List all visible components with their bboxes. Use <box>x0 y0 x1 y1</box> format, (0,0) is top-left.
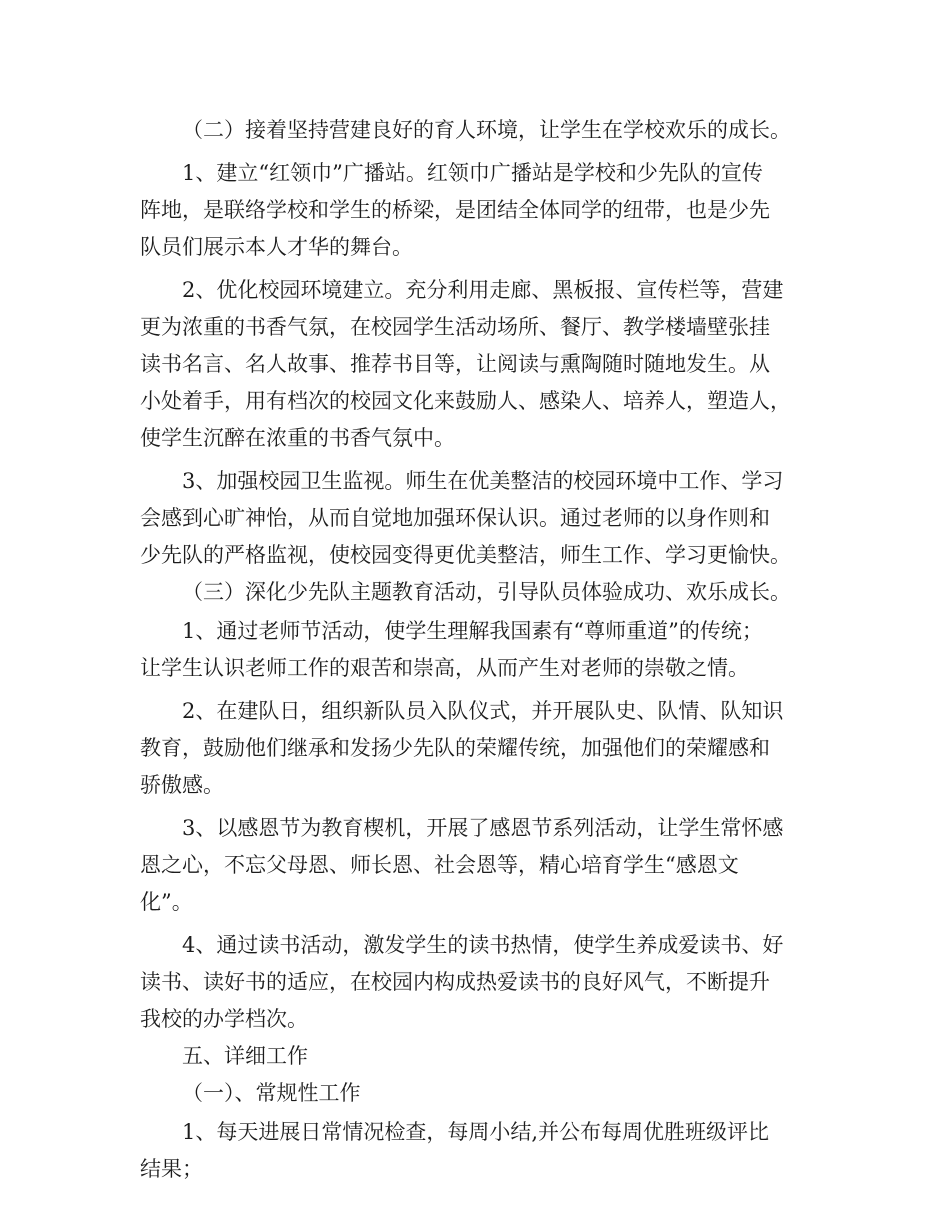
paragraph-section-2-heading <box>140 112 820 149</box>
paragraph-item <box>140 693 820 804</box>
paragraph-item <box>140 1114 820 1188</box>
text-line: 更为浓重的书香气氛，在校园学生活动场所、餐厅、教学楼墙壁张挂 <box>140 315 770 339</box>
paragraph-item <box>140 155 820 266</box>
text-line: 骄傲感。 <box>140 773 224 797</box>
text-line: 2、优化校园环境建立。充分利用走廊、黑板报、宣传栏等，营建 <box>182 278 784 302</box>
text-line: 小处着手，用有档次的校园文化来鼓励人、感染人、培养人，塑造人， <box>140 389 791 413</box>
text-line: 会感到心旷神怡，从而自觉地加强环保认识。通过老师的以身作则和 <box>140 506 770 530</box>
document-body <box>140 112 820 1188</box>
text-line: 让学生认识老师工作的艰苦和崇高，从而产生对老师的崇敬之情。 <box>140 656 749 680</box>
text-line: 恩之心，不忘父母恩、师长恩、社会恩等，精心培育学生“感恩文 <box>140 853 739 877</box>
paragraph-item <box>140 613 820 687</box>
text-line: （一）、常规性工作 <box>182 1081 361 1105</box>
text-line: 化”。 <box>140 890 193 914</box>
paragraph-item <box>140 927 820 1038</box>
text-line: （二）接着坚持营建良好的育人环境，让学生在学校欢乐的成长。 <box>182 118 791 142</box>
text-line: 五、详细工作 <box>182 1044 308 1068</box>
text-line: 读书、读好书的适应，在校园内构成热爱读书的良好风气，不断提升 <box>140 970 770 994</box>
text-line: 1、通过老师节活动，使学生理解我国素有“尊师重道”的传统； <box>182 619 763 643</box>
text-line: 1、每天进展日常情况检查，每周小结,并公布每周优胜班级评比 <box>182 1120 770 1144</box>
paragraph-item <box>140 810 820 921</box>
text-line: 1、建立“红领巾”广播站。红领巾广播站是学校和少先队的宣传 <box>182 161 763 185</box>
text-line: 3、加强校园卫生监视。师生在优美整洁的校园环境中工作、学习 <box>182 469 784 493</box>
text-line: 读书名言、名人故事、推荐书目等，让阅读与熏陶随时随地发生。从 <box>140 352 770 376</box>
text-line: 阵地，是联络学校和学生的桥梁，是团结全体同学的纽带，也是少先 <box>140 198 770 222</box>
text-line: 4、通过读书活动，激发学生的读书热情，使学生养成爱读书、好 <box>182 933 784 957</box>
text-line: 2、在建队日，组织新队员入队仪式，并开展队史、队情、队知识 <box>182 699 784 723</box>
paragraph-item <box>140 272 820 457</box>
text-line: 队员们展示本人才华的舞台。 <box>140 235 413 259</box>
text-line: （三）深化少先队主题教育活动，引导队员体验成功、欢乐成长。 <box>182 580 791 604</box>
paragraph-item <box>140 463 820 574</box>
text-line: 3、以感恩节为教育楔机，开展了感恩节系列活动，让学生常怀感 <box>182 816 784 840</box>
paragraph-section-3-heading <box>140 574 820 611</box>
text-line: 教育，鼓励他们继承和发扬少先队的荣耀传统，加强他们的荣耀感和 <box>140 736 770 760</box>
text-line: 结果； <box>140 1157 203 1181</box>
paragraph-subsection-heading <box>140 1075 820 1112</box>
text-line: 使学生沉醉在浓重的书香气氛中。 <box>140 426 455 450</box>
text-line: 少先队的严格监视，使校园变得更优美整洁，师生工作、学习更愉快。 <box>140 543 791 567</box>
paragraph-section-5-heading <box>140 1038 820 1075</box>
text-line: 我校的办学档次。 <box>140 1007 308 1031</box>
